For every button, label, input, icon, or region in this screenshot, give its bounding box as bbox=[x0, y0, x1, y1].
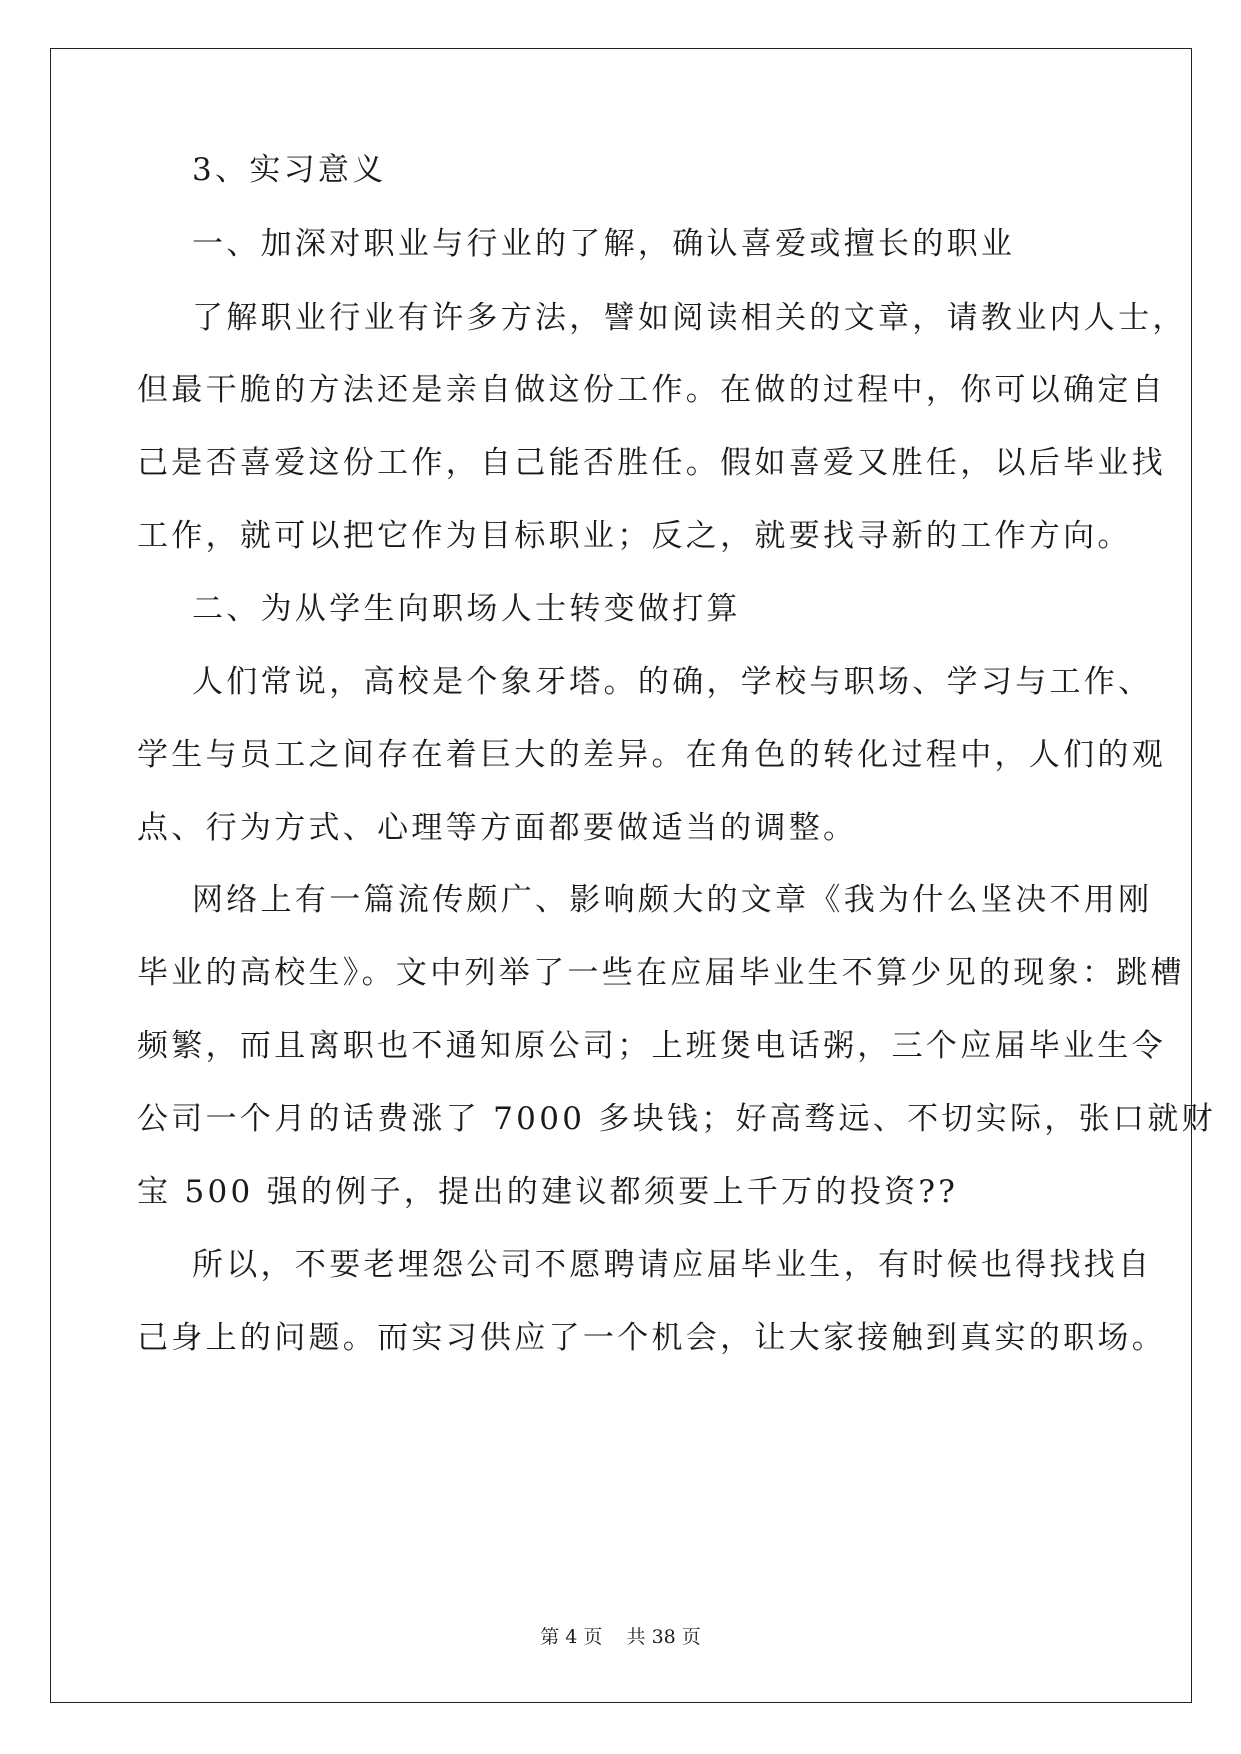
paragraph-4-line-2: 己身上的问题。而实习供应了一个机会，让大家接触到真实的职场。 bbox=[137, 1320, 1166, 1356]
paragraph-3-line-4: 公司一个月的话费涨了 7000 多块钱；好高骛远、不切实际，张口就财 bbox=[137, 1101, 1216, 1137]
section-heading: 3、实习意义 bbox=[192, 152, 387, 188]
page-footer bbox=[0, 1622, 1241, 1649]
page-number: 第 4 页 共 38 页 bbox=[540, 1626, 701, 1648]
paragraph-1-line-1: 了解职业行业有许多方法，譬如阅读相关的文章，请教业内人士， bbox=[192, 300, 1187, 336]
paragraph-4-line-1: 所以，不要老埋怨公司不愿聘请应届毕业生，有时候也得找找自 bbox=[192, 1247, 1153, 1283]
paragraph-1-line-2: 但最干脆的方法还是亲自做这份工作。在做的过程中，你可以确定自 bbox=[137, 372, 1166, 408]
paragraph-3-line-3: 频繁，而且离职也不通知原公司；上班煲电话粥，三个应届毕业生令 bbox=[137, 1028, 1166, 1064]
paragraph-3-line-1: 网络上有一篇流传颇广、影响颇大的文章《我为什么坚决不用刚 bbox=[192, 882, 1153, 918]
paragraph-3-line-5: 宝 500 强的例子，提出的建议都须要上千万的投资?? bbox=[137, 1174, 959, 1210]
paragraph-1-line-3: 己是否喜爱这份工作，自己能否胜任。假如喜爱又胜任，以后毕业找 bbox=[137, 445, 1166, 481]
paragraph-2-line-2: 学生与员工之间存在着巨大的差异。在角色的转化过程中，人们的观 bbox=[137, 737, 1166, 773]
paragraph-2-line-1: 人们常说，高校是个象牙塔。的确，学校与职场、学习与工作、 bbox=[192, 664, 1153, 700]
subsection-heading-1: 一、加深对职业与行业的了解，确认喜爱或擅长的职业 bbox=[192, 226, 1016, 262]
paragraph-2-line-3: 点、行为方式、心理等方面都要做适当的调整。 bbox=[137, 810, 858, 846]
page-border bbox=[50, 48, 1192, 1703]
subsection-heading-2: 二、为从学生向职场人士转变做打算 bbox=[192, 591, 741, 627]
paragraph-1-line-4: 工作，就可以把它作为目标职业；反之，就要找寻新的工作方向。 bbox=[137, 518, 1132, 554]
paragraph-3-line-2: 毕业的高校生》。文中列举了一些在应届毕业生不算少见的现象：跳槽 bbox=[137, 955, 1185, 991]
